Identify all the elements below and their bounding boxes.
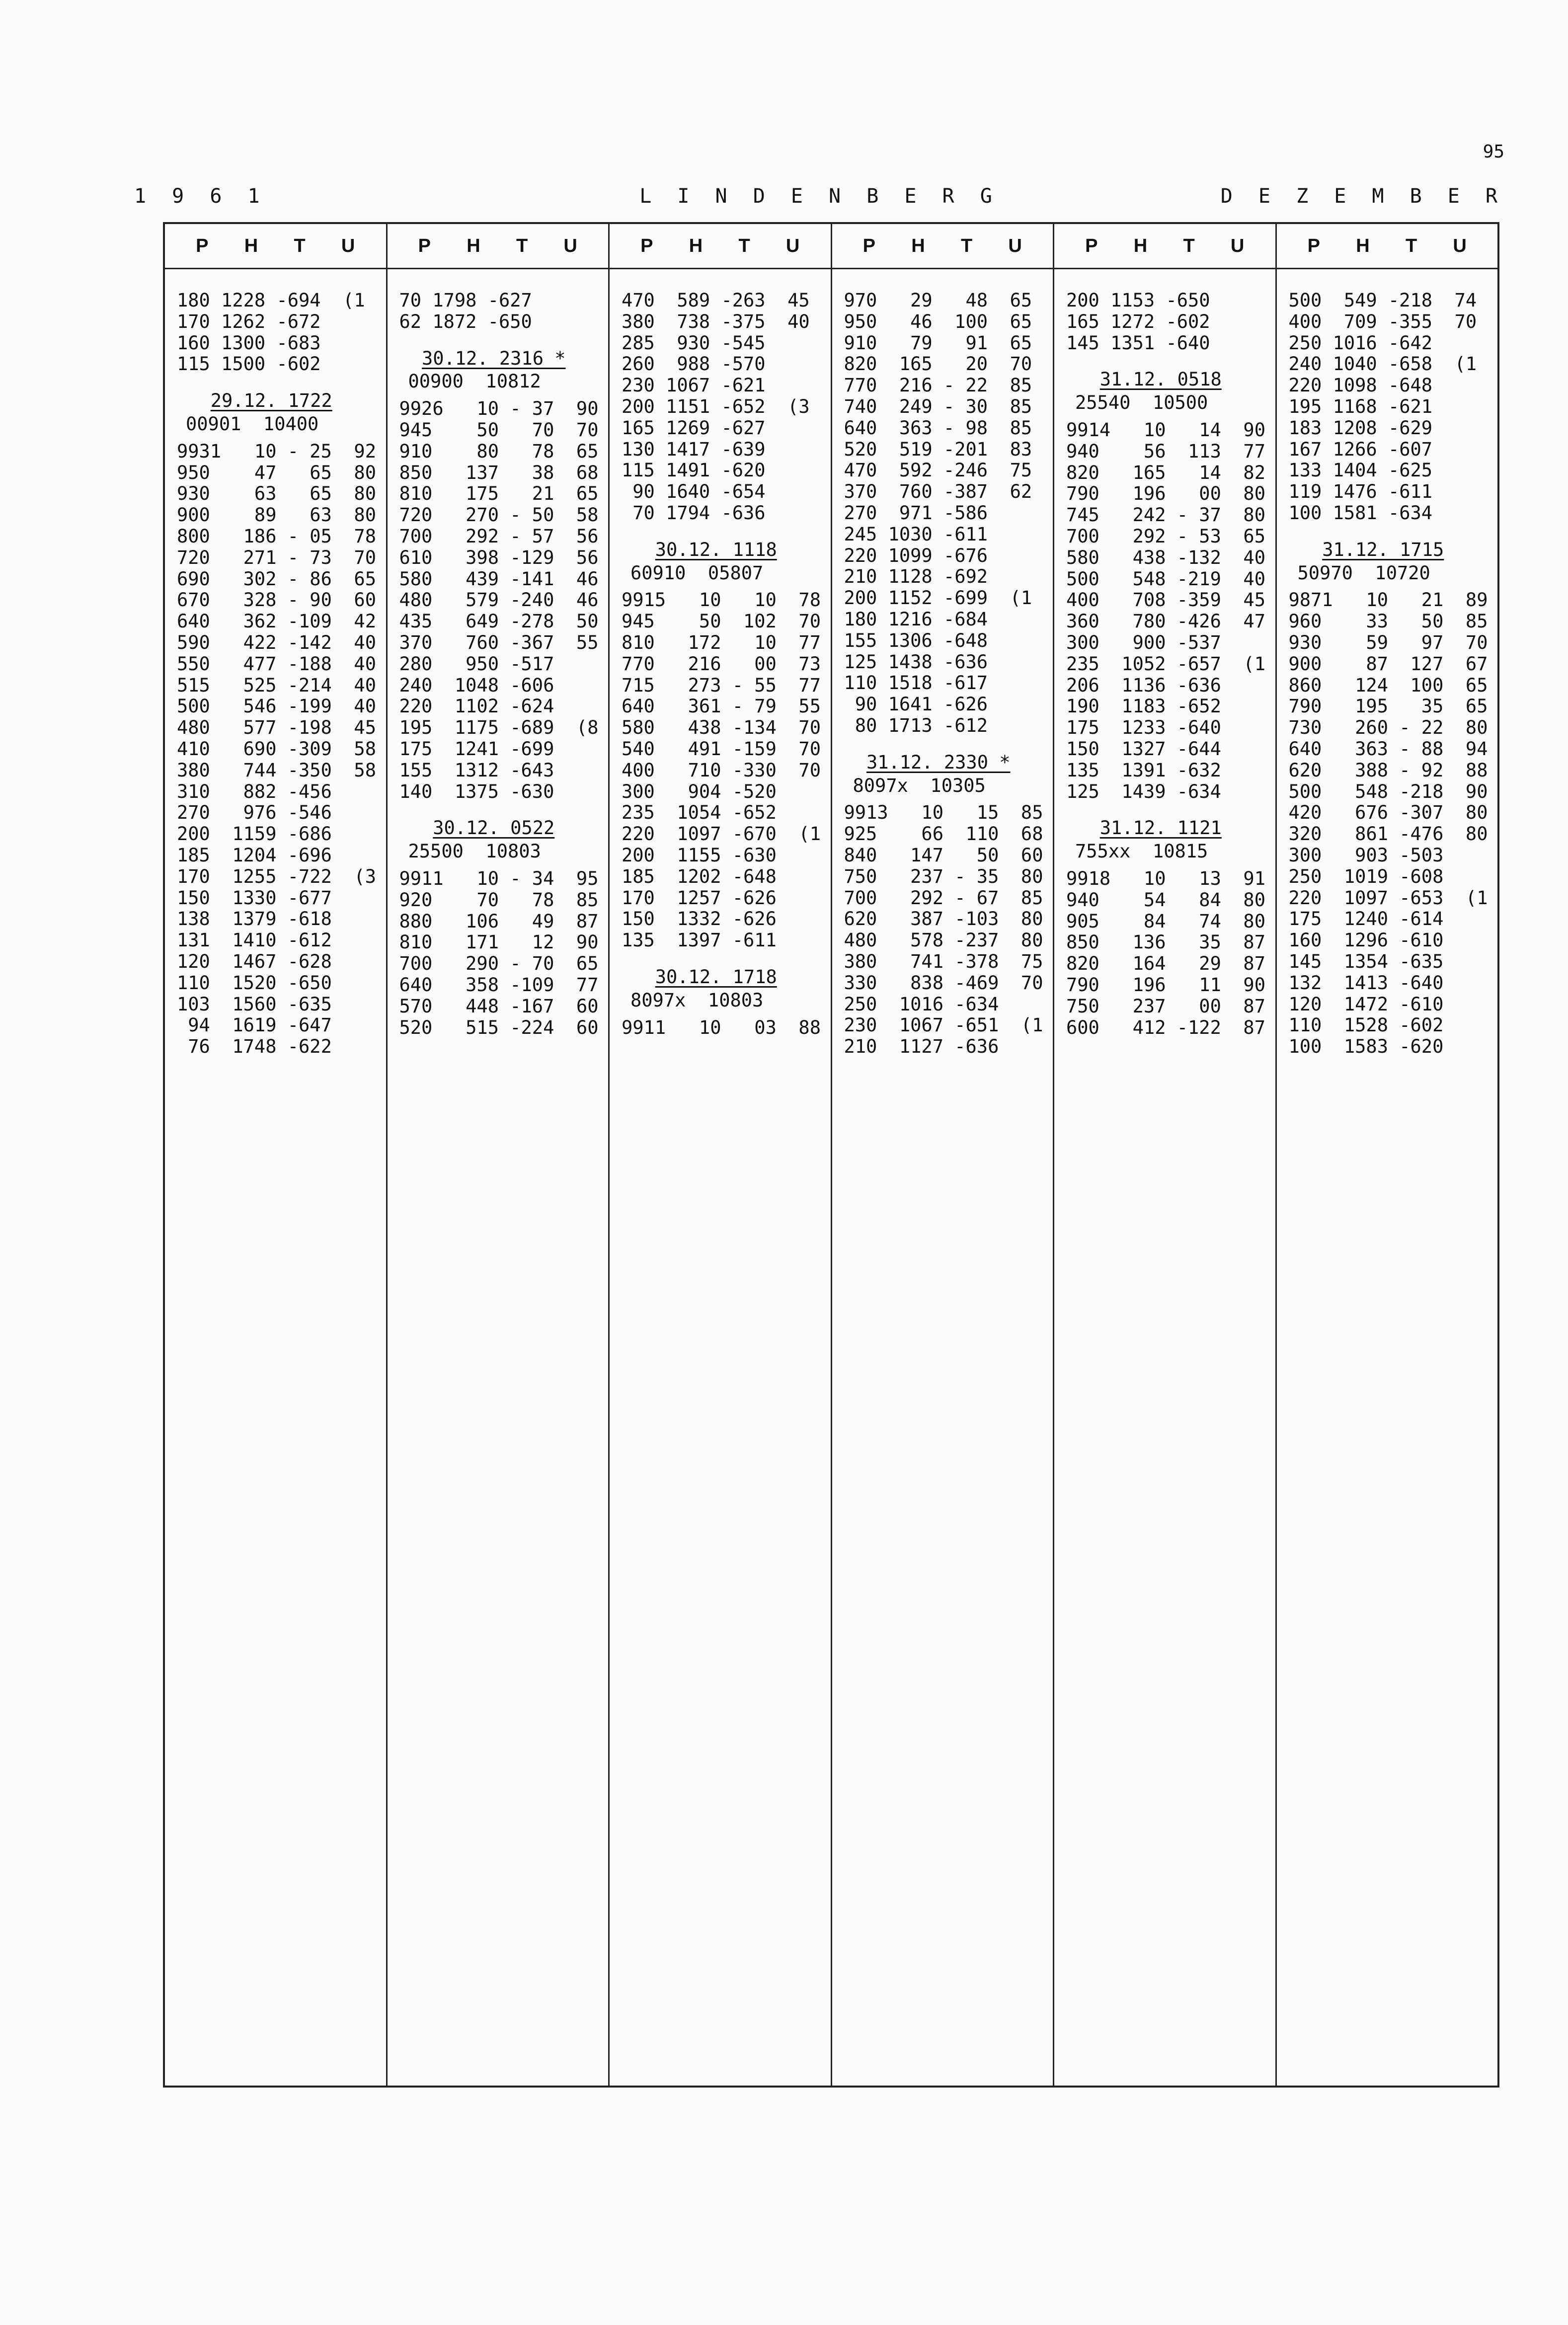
table-row: 925 66 110 68 [844, 823, 1043, 845]
column-header-label: H [1356, 235, 1370, 256]
table-row: 170 1262 -672 [177, 310, 321, 332]
table-row: 9871 10 21 89 [1288, 589, 1488, 611]
table-row: 133 1404 -625 [1288, 460, 1433, 481]
sounding-code: 00900 10812 [408, 371, 541, 392]
table-row: 125 1439 -634 [1066, 780, 1221, 802]
table-row: 100 1581 -634 [1288, 502, 1433, 524]
table-row: 910 79 91 65 [844, 332, 1032, 354]
table-row: 200 1153 -650 [1066, 290, 1210, 311]
data-table [163, 222, 1499, 2088]
table-row: 220 1099 -676 [844, 544, 988, 566]
table-row: 330 838 -469 70 [844, 972, 1043, 994]
table-row: 840 147 50 60 [844, 844, 1043, 866]
table-row: 900 89 63 80 [177, 504, 376, 526]
table-row: 260 988 -570 [622, 353, 766, 375]
table-row: 850 136 35 87 [1066, 931, 1265, 953]
table-row: 132 1413 -640 [1288, 972, 1444, 994]
table-row: 245 1030 -611 [844, 523, 988, 545]
table-row: 750 237 - 35 80 [844, 865, 1043, 887]
column-header-label: T [294, 235, 306, 256]
table-row: 790 196 11 90 [1066, 974, 1265, 996]
table-row: 810 171 12 90 [399, 931, 599, 953]
table-column [165, 224, 388, 2086]
table-row: 410 690 -309 58 [177, 738, 376, 760]
column-header [1054, 224, 1275, 269]
table-column [1054, 224, 1277, 2086]
table-row: 640 363 - 88 94 [1288, 738, 1488, 760]
table-row: 195 1168 -621 [1288, 395, 1433, 417]
table-row: 120 1467 -628 [177, 950, 332, 972]
sounding-code: 8097x 10305 [853, 775, 986, 796]
table-row: 310 882 -456 [177, 780, 332, 802]
table-row: 930 59 97 70 [1288, 631, 1488, 653]
table-row: 900 87 127 67 [1288, 653, 1488, 675]
column-header [832, 224, 1053, 269]
table-row: 960 33 50 85 [1288, 611, 1488, 632]
page-header [134, 185, 1504, 210]
sounding-code: 25540 10500 [1075, 392, 1208, 414]
table-row: 103 1560 -635 [177, 993, 332, 1015]
table-column [610, 224, 832, 2086]
table-row: 690 302 - 86 65 [177, 568, 376, 590]
column-body [165, 269, 386, 1058]
header-month: D E Z E M B E R [1220, 185, 1504, 208]
table-row: 70 1798 -627 [399, 290, 532, 311]
sounding-date-text: 30.12. 1118 [655, 539, 777, 560]
column-body [1277, 269, 1498, 1058]
table-row: 590 422 -142 40 [177, 631, 376, 653]
table-row: 520 515 -224 60 [399, 1016, 599, 1038]
column-header-label: T [1183, 235, 1195, 256]
table-column [832, 224, 1055, 2086]
table-row: 920 70 78 85 [399, 889, 599, 911]
table-row: 220 1097 -670 (1 [622, 823, 821, 845]
table-row: 420 676 -307 80 [1288, 802, 1488, 824]
column-header-label: H [467, 235, 480, 256]
table-row: 940 54 84 80 [1066, 889, 1265, 911]
table-row: 470 589 -263 45 [622, 290, 810, 311]
table-row: 730 260 - 22 80 [1288, 717, 1488, 739]
table-row: 820 164 29 87 [1066, 953, 1265, 975]
table-row: 860 124 100 65 [1288, 674, 1488, 696]
sounding-date-text: 30.12. 0522 [433, 817, 555, 839]
sounding-date-text: 29.12. 1722 [210, 390, 332, 412]
table-row: 150 1332 -626 [622, 908, 777, 930]
sounding-date-text: 31.12. 1121 [1099, 817, 1222, 839]
sounding-code: 755xx 10815 [1075, 841, 1208, 862]
sounding-code: 00901 10400 [186, 413, 319, 435]
table-row: 230 1067 -621 [622, 375, 766, 396]
table-row: 155 1306 -648 [844, 629, 988, 651]
table-row: 640 362 -109 42 [177, 611, 376, 632]
table-row: 110 1528 -602 [1288, 1014, 1444, 1036]
sounding-date-text: 31.12. 1715 [1322, 539, 1444, 560]
table-row: 570 448 -167 60 [399, 995, 599, 1017]
table-row: 200 1159 -686 [177, 823, 332, 845]
table-row: 145 1351 -640 [1066, 332, 1210, 354]
table-row: 62 1872 -650 [399, 310, 532, 332]
table-row: 820 165 20 70 [844, 353, 1032, 375]
table-row: 175 1241 -699 [399, 738, 554, 760]
table-row: 110 1518 -617 [844, 672, 988, 694]
table-row: 9926 10 - 37 90 [399, 398, 599, 420]
table-row: 210 1127 -636 [844, 1036, 999, 1058]
table-row: 950 46 100 65 [844, 310, 1032, 332]
table-row: 125 1438 -636 [844, 651, 988, 673]
column-body [1054, 269, 1275, 1038]
table-row: 235 1054 -652 [622, 802, 777, 824]
table-row: 620 388 - 92 88 [1288, 759, 1488, 781]
table-row: 76 1748 -622 [177, 1036, 332, 1058]
column-body [610, 269, 831, 1038]
table-row: 200 1151 -652 (3 [622, 395, 810, 417]
table-row: 580 438 -134 70 [622, 717, 821, 739]
table-row: 320 861 -476 80 [1288, 823, 1488, 845]
table-row: 950 47 65 80 [177, 462, 376, 483]
table-row: 400 709 -355 70 [1288, 310, 1477, 332]
table-row: 500 548 -219 40 [1066, 568, 1265, 590]
table-row: 175 1240 -614 [1288, 908, 1444, 930]
table-row: 270 976 -546 [177, 802, 332, 824]
table-row: 140 1375 -630 [399, 780, 554, 802]
table-row: 435 649 -278 50 [399, 611, 599, 632]
table-row: 370 760 -367 55 [399, 631, 599, 653]
sounding-date-time [1066, 369, 1275, 390]
table-row: 620 387 -103 80 [844, 908, 1043, 930]
table-row: 600 412 -122 87 [1066, 1016, 1265, 1038]
table-row: 640 361 - 79 55 [622, 696, 821, 717]
table-row: 175 1233 -640 [1066, 717, 1221, 739]
table-row: 480 578 -237 80 [844, 930, 1043, 951]
sounding-date-time [1289, 540, 1498, 561]
table-row: 9914 10 14 90 [1066, 419, 1265, 441]
table-row: 180 1228 -694 (1 [177, 290, 365, 311]
table-row: 380 741 -378 75 [844, 950, 1043, 972]
table-row: 9915 10 10 78 [622, 589, 821, 611]
table-column [388, 224, 610, 2086]
column-header-label: P [862, 235, 875, 256]
table-row: 700 292 - 67 85 [844, 887, 1043, 909]
table-row: 285 930 -545 [622, 332, 766, 354]
table-row: 910 80 78 65 [399, 440, 599, 462]
sounding-date-time [622, 967, 831, 988]
table-row: 160 1296 -610 [1288, 930, 1444, 951]
sounding-date-time [399, 818, 609, 839]
table-row: 470 592 -246 75 [844, 460, 1032, 481]
table-row: 119 1476 -611 [1288, 481, 1433, 503]
sounding-date-time [844, 752, 1053, 774]
table-row: 700 292 - 57 56 [399, 525, 599, 547]
table-row: 480 577 -198 45 [177, 717, 376, 739]
table-row: 610 398 -129 56 [399, 546, 599, 568]
table-row: 145 1354 -635 [1288, 950, 1444, 972]
table-row: 700 290 - 70 65 [399, 953, 599, 975]
table-row: 110 1520 -650 [177, 972, 332, 994]
table-row: 90 1640 -654 [622, 481, 766, 503]
table-column [1277, 224, 1498, 2086]
table-row: 380 744 -350 58 [177, 759, 376, 781]
table-row: 640 363 - 98 85 [844, 417, 1032, 439]
table-row: 500 549 -218 74 [1288, 290, 1477, 311]
table-row: 250 1016 -634 [844, 993, 999, 1015]
sounding-date-time [1066, 818, 1275, 839]
sounding-date-time [399, 348, 609, 370]
sounding-date-text: 31.12. 2330 * [866, 751, 1011, 773]
table-row: 360 780 -426 47 [1066, 611, 1265, 632]
table-row: 670 328 - 90 60 [177, 589, 376, 611]
table-row: 9918 10 13 91 [1066, 867, 1265, 889]
table-row: 130 1417 -639 [622, 438, 766, 460]
table-row: 400 708 -359 45 [1066, 589, 1265, 611]
table-row: 300 904 -520 [622, 780, 777, 802]
table-row: 120 1472 -610 [1288, 993, 1444, 1015]
table-row: 720 270 - 50 58 [399, 504, 599, 526]
table-row: 970 29 48 65 [844, 290, 1032, 311]
column-header-label: P [196, 235, 209, 256]
table-row: 250 1019 -608 [1288, 865, 1444, 887]
table-row: 160 1300 -683 [177, 332, 321, 354]
table-row: 190 1183 -652 [1066, 696, 1221, 717]
column-header-label: T [960, 235, 973, 256]
table-row: 80 1713 -612 [844, 714, 988, 736]
sounding-code: 25500 10803 [408, 841, 541, 862]
sounding-code: 8097x 10803 [630, 989, 764, 1011]
table-row: 220 1097 -653 (1 [1288, 887, 1488, 909]
table-row: 500 546 -199 40 [177, 696, 376, 717]
table-row: 150 1327 -644 [1066, 738, 1221, 760]
table-row: 370 760 -387 62 [844, 481, 1032, 503]
table-row: 138 1379 -618 [177, 908, 332, 930]
column-header-label: H [689, 235, 703, 256]
table-row: 810 175 21 65 [399, 483, 599, 505]
column-header-label: T [738, 235, 750, 256]
table-row: 720 271 - 73 70 [177, 546, 376, 568]
table-row: 945 50 102 70 [622, 611, 821, 632]
table-row: 250 1016 -642 [1288, 332, 1433, 354]
column-header-label: U [785, 235, 800, 256]
column-header-label: P [640, 235, 653, 256]
table-row: 165 1269 -627 [622, 417, 766, 439]
column-header [610, 224, 831, 269]
column-header-label: H [1133, 235, 1148, 256]
sounding-date-text: 30.12. 1718 [655, 966, 777, 988]
table-row: 155 1312 -643 [399, 759, 554, 781]
table-row: 700 292 - 53 65 [1066, 525, 1265, 547]
table-row: 135 1391 -632 [1066, 759, 1221, 781]
sounding-code: 60910 05807 [630, 562, 764, 584]
table-row: 850 137 38 68 [399, 462, 599, 483]
sounding-date-text: 30.12. 2316 * [421, 347, 566, 369]
table-row: 180 1216 -684 [844, 608, 988, 630]
table-row: 300 900 -537 [1066, 631, 1221, 653]
table-row: 170 1257 -626 [622, 887, 777, 909]
table-row: 9911 10 03 88 [622, 1016, 821, 1038]
table-row: 930 63 65 80 [177, 483, 376, 505]
table-row: 580 439 -141 46 [399, 568, 599, 590]
sounding-date-time [622, 540, 831, 561]
column-header [388, 224, 609, 269]
table-row: 800 186 - 05 78 [177, 525, 376, 547]
table-row: 270 971 -586 [844, 502, 988, 524]
table-row: 750 237 00 87 [1066, 995, 1265, 1017]
table-row: 235 1052 -657 (1 [1066, 653, 1265, 675]
column-header-label: H [244, 235, 258, 256]
column-header-label: U [341, 235, 355, 256]
table-row: 480 579 -240 46 [399, 589, 599, 611]
table-row: 195 1175 -689 (8 [399, 717, 599, 739]
table-row: 9931 10 - 25 92 [177, 440, 376, 462]
sounding-date-time [177, 390, 386, 412]
table-row: 905 84 74 80 [1066, 910, 1265, 932]
table-row: 150 1330 -677 [177, 887, 332, 909]
table-row: 115 1491 -620 [622, 460, 766, 481]
table-row: 520 519 -201 83 [844, 438, 1032, 460]
table-row: 580 438 -132 40 [1066, 546, 1265, 568]
column-header [1277, 224, 1498, 269]
table-row: 740 249 - 30 85 [844, 395, 1032, 417]
table-row: 165 1272 -602 [1066, 310, 1210, 332]
table-row: 220 1098 -648 [1288, 375, 1433, 396]
table-row: 540 491 -159 70 [622, 738, 821, 760]
column-header [165, 224, 386, 269]
table-row: 70 1794 -636 [622, 502, 766, 524]
column-header-label: P [1307, 235, 1320, 256]
table-row: 167 1266 -607 [1288, 438, 1433, 460]
table-row: 131 1410 -612 [177, 930, 332, 951]
column-header-label: U [1453, 235, 1467, 256]
table-row: 183 1208 -629 [1288, 417, 1433, 439]
page-number: 95 [1483, 142, 1504, 162]
table-row: 240 1040 -658 (1 [1288, 353, 1477, 375]
table-row: 790 195 35 65 [1288, 696, 1488, 717]
column-header-label: U [563, 235, 577, 256]
column-body [832, 269, 1053, 1058]
table-row: 770 216 - 22 85 [844, 375, 1032, 396]
table-row: 185 1204 -696 [177, 844, 332, 866]
table-row: 200 1152 -699 (1 [844, 587, 1032, 609]
table-row: 515 525 -214 40 [177, 674, 376, 696]
table-row: 880 106 49 87 [399, 910, 599, 932]
table-row: 200 1155 -630 [622, 844, 777, 866]
table-row: 820 165 14 82 [1066, 462, 1265, 483]
column-header-label: T [516, 235, 528, 256]
table-row: 770 216 00 73 [622, 653, 821, 675]
column-body [388, 269, 609, 1038]
table-row: 9913 10 15 85 [844, 802, 1043, 824]
table-row: 945 50 70 70 [399, 419, 599, 441]
column-header-label: U [1230, 235, 1245, 256]
table-row: 380 738 -375 40 [622, 310, 810, 332]
table-row: 94 1619 -647 [177, 1014, 332, 1036]
table-row: 640 358 -109 77 [399, 974, 599, 996]
table-row: 135 1397 -611 [622, 930, 777, 951]
table-row: 300 903 -503 [1288, 844, 1444, 866]
sounding-code: 50970 10720 [1297, 562, 1430, 584]
table-row: 230 1067 -651 (1 [844, 1014, 1043, 1036]
table-row: 115 1500 -602 [177, 353, 321, 375]
table-row: 280 950 -517 [399, 653, 554, 675]
table-row: 9911 10 - 34 95 [399, 867, 599, 889]
table-row: 185 1202 -648 [622, 865, 777, 887]
table-row: 220 1102 -624 [399, 696, 554, 717]
table-row: 100 1583 -620 [1288, 1036, 1444, 1058]
column-header-label: U [1008, 235, 1022, 256]
table-row: 745 242 - 37 80 [1066, 504, 1265, 526]
table-row: 170 1255 -722 (3 [177, 865, 376, 887]
table-row: 550 477 -188 40 [177, 653, 376, 675]
table-row: 400 710 -330 70 [622, 759, 821, 781]
header-year: 1 9 6 1 [134, 185, 267, 208]
table-row: 940 56 113 77 [1066, 440, 1265, 462]
table-row: 206 1136 -636 [1066, 674, 1221, 696]
column-header-label: P [418, 235, 431, 256]
table-row: 240 1048 -606 [399, 674, 554, 696]
column-header-label: H [911, 235, 925, 256]
column-header-label: T [1405, 235, 1417, 256]
table-row: 500 548 -218 90 [1288, 780, 1488, 802]
sounding-date-text: 31.12. 0518 [1099, 369, 1222, 390]
table-row: 715 273 - 55 77 [622, 674, 821, 696]
column-header-label: P [1085, 235, 1098, 256]
header-station: L I N D E N B E R G [639, 185, 999, 208]
table-row: 810 172 10 77 [622, 631, 821, 653]
table-row: 90 1641 -626 [844, 694, 988, 715]
table-row: 210 1128 -692 [844, 566, 988, 588]
table-row: 790 196 00 80 [1066, 483, 1265, 505]
